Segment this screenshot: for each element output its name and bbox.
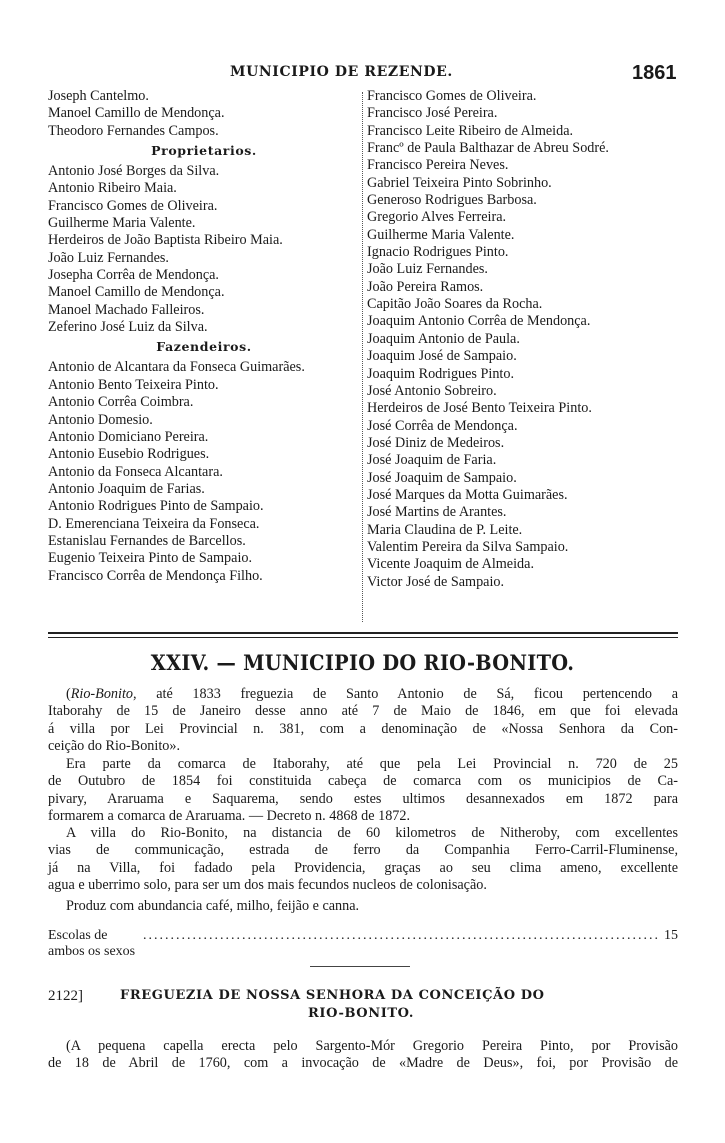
list-item: Zeferino José Luiz da Silva. (48, 319, 208, 336)
list-item: Francº de Paula Balthazar de Abreu Sodré. (367, 140, 609, 157)
paragraph-line: (Rio-Bonito, até 1833 freguezia de Santo Antonio de Sá, ficou pertencendo a (66, 686, 678, 702)
list-item: João Luiz Fernandes. (48, 249, 169, 266)
list-item: Ignacio Rodrigues Pinto. (367, 244, 509, 261)
list-item: José Diniz de Medeiros. (367, 434, 505, 451)
list-item: José Joaquim de Sampaio. (367, 469, 517, 486)
list-item: José Martins de Arantes. (367, 504, 507, 521)
list-item: Victor José de Sampaio. (367, 573, 505, 590)
list-item: Antonio Ribeiro Maia. (48, 180, 177, 197)
list-item: Manoel Machado Falleiros. (48, 301, 205, 318)
list-item: João Pereira Ramos. (367, 278, 484, 295)
list-item: Joaquim José de Sampaio. (367, 348, 517, 365)
list-item: Antonio José Borges da Silva. (48, 163, 220, 180)
paragraph-line: (A pequena capella erecta pelo Sargento-Mór Gregorio Pereira Pinto, por Provisão (66, 1038, 678, 1054)
paragraph-line: Produz com abundancia café, milho, feijão e canna. (66, 898, 360, 914)
list-item: Antonio Corrêa Coimbra. (48, 394, 194, 411)
paragraph-line: pivary, Araruama e Saquarema, sendo estes ultimos desannexados em 1872 para (48, 790, 678, 807)
entry-number: 2122] (48, 988, 83, 1004)
left-name-column (48, 88, 360, 585)
list-item: Capitão João Soares da Rocha. (367, 296, 543, 313)
list-item: Antonio Bento Teixeira Pinto. (48, 376, 219, 393)
section-title: XXIV. — MUNICIPIO DO RIO-BONITO. (150, 650, 575, 675)
paragraph-line: formarem a comarca de Araruama. — Decreto n. 4868 de 1872. (48, 808, 411, 825)
list-item: Francisco Gomes de Oliveira. (367, 88, 537, 104)
list-item: Gregorio Alves Ferreira. (367, 209, 507, 226)
list-item: Antonio Domiciano Pereira. (48, 428, 209, 445)
list-item: D. Emerenciana Teixeira da Fonseca. (48, 515, 260, 532)
list-item: José Joaquim de Faria. (367, 452, 497, 469)
list-item: Joaquim Antonio Corrêa de Mendonça. (367, 313, 591, 330)
list-item: Generoso Rodrigues Barbosa. (367, 192, 537, 209)
short-rule-divider (310, 966, 410, 967)
paragraph-villa (48, 825, 678, 895)
list-item: Eugenio Teixeira Pinto de Sampaio. (48, 550, 253, 567)
schools-row (48, 928, 678, 960)
category-heading: Proprietarios. (151, 143, 257, 159)
paragraph-comarca (48, 756, 678, 826)
list-item: José Marques da Motta Guimarães. (367, 486, 568, 503)
paragraph-line: vias de communicação, estrada de ferro da Companhia Ferro-Carril-Fluminense, (48, 842, 678, 859)
list-item: Guilherme Maria Valente. (48, 215, 196, 232)
page-number: 1861 (632, 62, 677, 84)
list-item: Guilherme Maria Valente. (367, 226, 515, 243)
dot-leader: .............................................................................................. (143, 928, 660, 943)
list-item: Antonio de Alcantara da Fonseca Guimarães. (48, 359, 305, 376)
list-item: Theodoro Fernandes Campos. (48, 122, 219, 139)
list-item: Joaquim Rodrigues Pinto. (367, 365, 515, 382)
schools-count: 15 (664, 928, 678, 943)
paragraph-produce (48, 898, 678, 915)
paragraph-history (48, 686, 678, 756)
category-heading: Fazendeiros. (156, 339, 252, 355)
list-item: Estanislau Fernandes de Barcellos. (48, 532, 246, 549)
list-item: Manoel Camillo de Mendonça. (48, 284, 225, 301)
list-item: Maria Claudina de P. Leite. (367, 521, 523, 538)
paragraph-line: Itaborahy de 15 de Janeiro desse anno até 7 de Maio de 1846, em que foi elevada (48, 703, 678, 720)
paragraph-line: á villa por Lei Provincial n. 381, com a denominação de «Nossa Senhora da Con- (48, 720, 678, 737)
list-item: Joaquim Antonio de Paula. (367, 330, 520, 347)
list-item: Francisco Corrêa de Mendonça Filho. (48, 567, 263, 584)
list-item: Antonio Joaquim de Farias. (48, 480, 205, 497)
paragraph-line: A villa do Rio-Bonito, na distancia de 60 kilometros de Nitheroby, com excellentes (66, 825, 678, 841)
list-item: Francisco Gomes de Oliveira. (48, 197, 218, 214)
list-item: Manoel Camillo de Mendonça. (48, 105, 225, 122)
paragraph-capella (48, 1038, 678, 1073)
list-item: Herdeiros de José Bento Teixeira Pinto. (367, 400, 592, 417)
list-item: Antonio Rodrigues Pinto de Sampaio. (48, 498, 264, 515)
paragraph-line: Era parte da comarca de Itaborahy, até que pela Lei Provincial n. 720 de 25 (66, 756, 678, 772)
paragraph-line: agua e uberrimo solo, para ser um dos mais fecundos nucleos de colonisação. (48, 877, 487, 894)
list-item: Joseph Cantelmo. (48, 88, 149, 104)
list-item: Vicente Joaquim de Almeida. (367, 556, 534, 573)
list-item: Antonio Domesio. (48, 411, 153, 428)
list-item: João Luiz Fernandes. (367, 261, 488, 278)
right-name-column (367, 88, 697, 591)
list-item: Gabriel Teixeira Pinto Sobrinho. (367, 174, 552, 191)
list-item: Francisco José Pereira. (367, 105, 498, 122)
paragraph-line: ceição do Rio-Bonito». (48, 738, 180, 755)
paragraph-line: de 18 de Abril de 1760, com a invocação de «Madre de Deus», foi, por Provisão de (48, 1055, 678, 1072)
list-item: Josepha Corrêa de Mendonça. (48, 267, 219, 284)
list-item: Herdeiros de João Baptista Ribeiro Maia. (48, 232, 283, 249)
list-item: José Corrêa de Mendonça. (367, 417, 518, 434)
list-item: Antonio Eusebio Rodrigues. (48, 446, 210, 463)
double-rule-divider (48, 632, 678, 638)
paragraph-line: já na Villa, foi fadado pela Providencia, graças ao seu clima ameno, excellente (48, 859, 678, 876)
paragraph-line: de Outubro de 1854 foi constituida cabeça de comarca com os municipios de Ca- (48, 773, 678, 790)
list-item: Francisco Leite Ribeiro de Almeida. (367, 122, 574, 139)
list-item: Valentim Pereira da Silva Sampaio. (367, 538, 569, 555)
subsection-title-line1: FREGUEZIA DE NOSSA SENHORA DA CONCEIÇÃO DO (120, 988, 545, 1003)
list-item: Francisco Pereira Neves. (367, 157, 509, 174)
column-divider (362, 92, 363, 622)
running-title: MUNICIPIO DE REZENDE. (230, 64, 453, 80)
schools-label: Escolas de ambos os sexos (48, 928, 136, 959)
subsection-title-line2: RIO-BONITO. (308, 1006, 414, 1021)
list-item: José Antonio Sobreiro. (367, 382, 497, 399)
list-item: Antonio da Fonseca Alcantara. (48, 463, 223, 480)
